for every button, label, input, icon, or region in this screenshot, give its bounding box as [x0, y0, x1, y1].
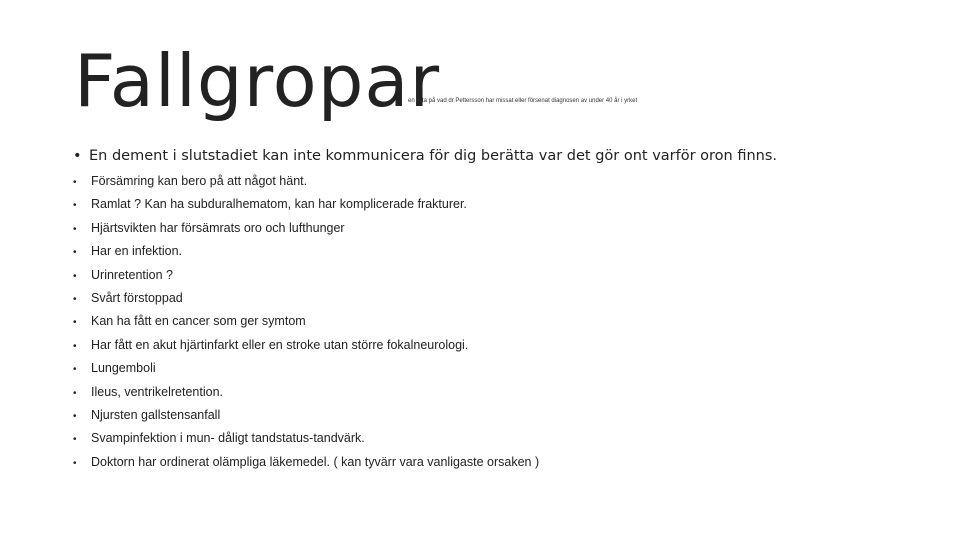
- list-item: [73, 427, 539, 450]
- bullet-icon: •: [73, 270, 77, 282]
- list-item-text: Hjärtsvikten har försämrats oro och lufthunger: [91, 220, 345, 235]
- list-item: [73, 240, 539, 263]
- list-item-text: Ileus, ventrikelretention.: [91, 384, 224, 399]
- slide-subtitle: en lista på vad dr Pettersson har missat eller försenat diagnosen av under 40 år i yrket: [408, 98, 638, 104]
- bullet-icon: •: [73, 148, 82, 164]
- bullet-icon: •: [73, 387, 77, 399]
- bullet-icon: •: [73, 177, 77, 188]
- list-item: [73, 334, 539, 357]
- bullet-icon: •: [73, 340, 77, 352]
- list-item-text: Kan ha fått en cancer som ger symtom: [91, 314, 306, 329]
- list-item: [73, 217, 539, 240]
- bullet-icon: •: [73, 410, 77, 422]
- list-item-text: Svampinfektion i mun- dåligt tandstatus-tandvärk.: [91, 431, 365, 446]
- bullet-icon: •: [73, 223, 77, 235]
- list-item: [73, 404, 539, 427]
- slide-title: Fallgropar: [74, 39, 441, 123]
- list-item-text: Ramlat ? Kan ha subduralhematom, kan har komplicerade frakturer.: [91, 197, 467, 212]
- list-item-text: Lungemboli: [91, 361, 156, 376]
- list-item: [73, 357, 539, 380]
- bullet-icon: •: [73, 317, 77, 329]
- bullet-icon: •: [73, 434, 77, 446]
- bullet-icon: •: [73, 364, 77, 376]
- list-item-text: Doktorn har ordinerat olämpliga läkemedel. ( kan tyvärr vara vanligaste orsaken ): [91, 454, 540, 469]
- main-point-text: En dement i slutstadiet kan inte kommunicera för dig berätta var det gör ont varför oron finns.: [89, 148, 778, 164]
- bullet-list: [73, 170, 539, 474]
- list-item: [73, 381, 539, 404]
- list-item: [73, 310, 539, 333]
- list-item: [73, 451, 539, 474]
- list-item-text: Försämring kan bero på att något hänt.: [91, 174, 308, 188]
- main-point: [73, 146, 777, 166]
- bullet-icon: •: [73, 247, 77, 259]
- list-item-text: Urinretention ?: [91, 267, 173, 282]
- bullet-icon: •: [73, 293, 77, 305]
- list-item-text: Njursten gallstensanfall: [91, 407, 221, 422]
- list-item-text: Har fått en akut hjärtinfarkt eller en stroke utan större fokalneurologi.: [91, 337, 469, 352]
- list-item: [73, 193, 539, 216]
- list-item-text: Har en infektion.: [91, 244, 183, 259]
- list-item: [73, 287, 539, 310]
- list-item: [73, 170, 539, 193]
- list-item: [73, 264, 539, 287]
- bullet-icon: •: [73, 200, 77, 212]
- bullet-icon: •: [73, 457, 77, 469]
- list-item-text: Svårt förstoppad: [91, 290, 183, 305]
